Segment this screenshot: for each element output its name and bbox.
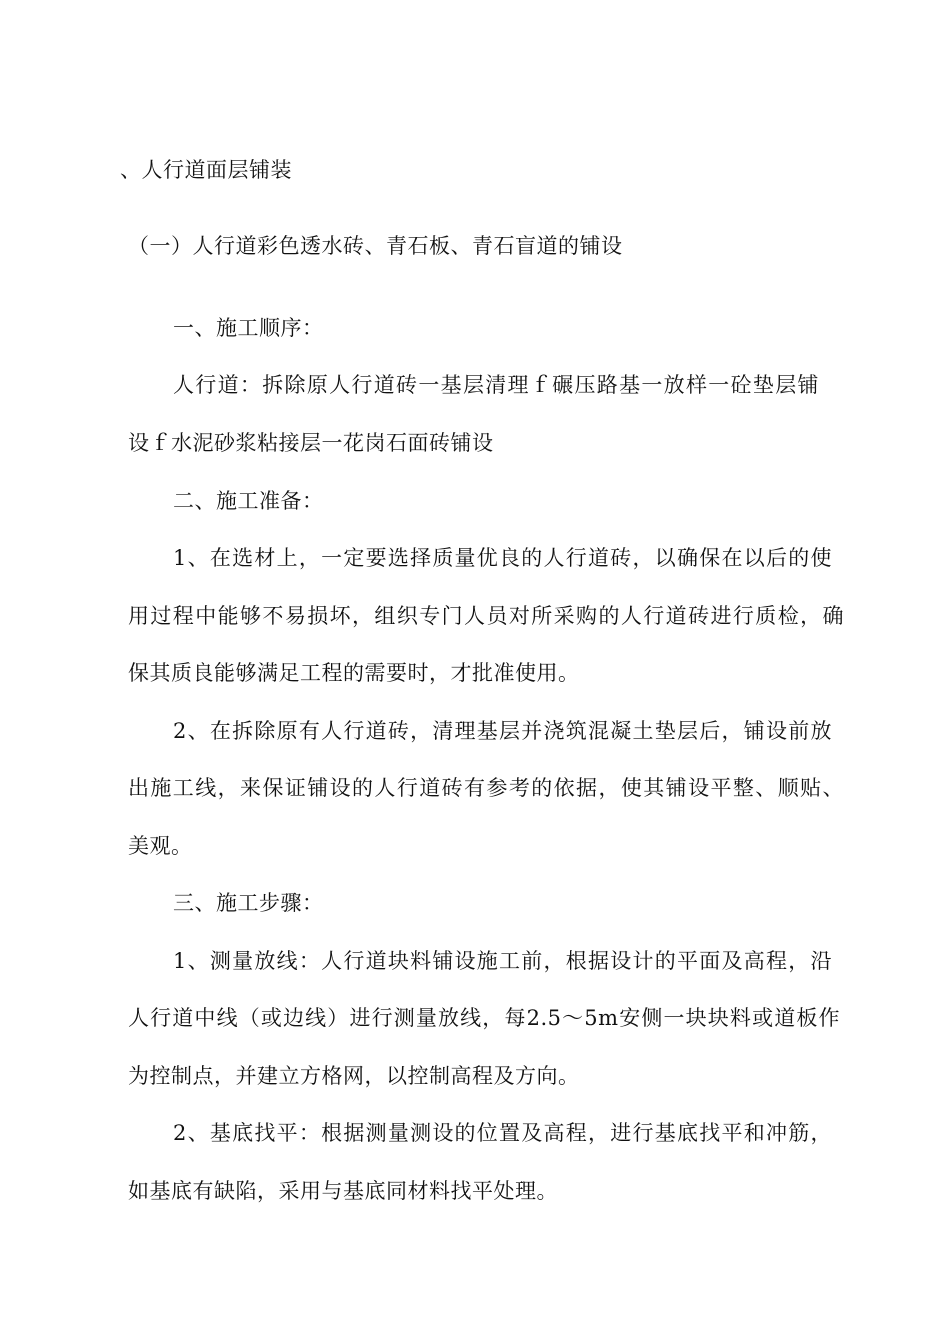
subsection-title: （一）人行道彩色透水砖、青石板、青石盲道的铺设 [128, 234, 623, 258]
paragraph-line: 设ｆ水泥砂浆粘接层一花岗石面砖铺设 [128, 431, 494, 455]
heading-sequence: 一、施工顺序： [173, 316, 324, 340]
paragraph-line: 保其质良能够满足工程的需要时，才批准使用。 [128, 661, 580, 685]
paragraph-line: 人行道：拆除原人行道砖一基层清理ｆ碾压路基一放样一砼垫层铺 [173, 373, 819, 397]
paragraph-line: 如基底有缺陷，采用与基底同材料找平处理。 [128, 1179, 558, 1203]
paragraph-line: 2、基底找平：根据测量测设的位置及高程，进行基底找平和冲筋， [173, 1121, 832, 1145]
paragraph-line: 出施工线，来保证铺设的人行道砖有参考的依据，使其铺设平整、顺贴、 [128, 776, 844, 800]
section-title: 、人行道面层铺装 [120, 158, 292, 182]
heading-preparation: 二、施工准备： [173, 489, 324, 513]
paragraph-line: 1、测量放线：人行道块料铺设施工前，根据设计的平面及高程，沿 [173, 949, 832, 973]
paragraph-line: 用过程中能够不易损坏，组织专门人员对所采购的人行道砖进行质检，确 [128, 604, 844, 628]
paragraph-line: 为控制点，并建立方格网，以控制高程及方向。 [128, 1064, 580, 1088]
paragraph-line: 1、在选材上，一定要选择质量优良的人行道砖，以确保在以后的使 [173, 546, 832, 570]
paragraph-line: 美观。 [128, 834, 193, 858]
paragraph-line: 2、在拆除原有人行道砖，清理基层并浇筑混凝土垫层后，铺设前放 [173, 719, 832, 743]
paragraph-line: 人行道中线（或边线）进行测量放线，每2.5～5m安侧一块块料或道板作 [128, 1006, 840, 1030]
heading-steps: 三、施工步骤： [173, 891, 324, 915]
